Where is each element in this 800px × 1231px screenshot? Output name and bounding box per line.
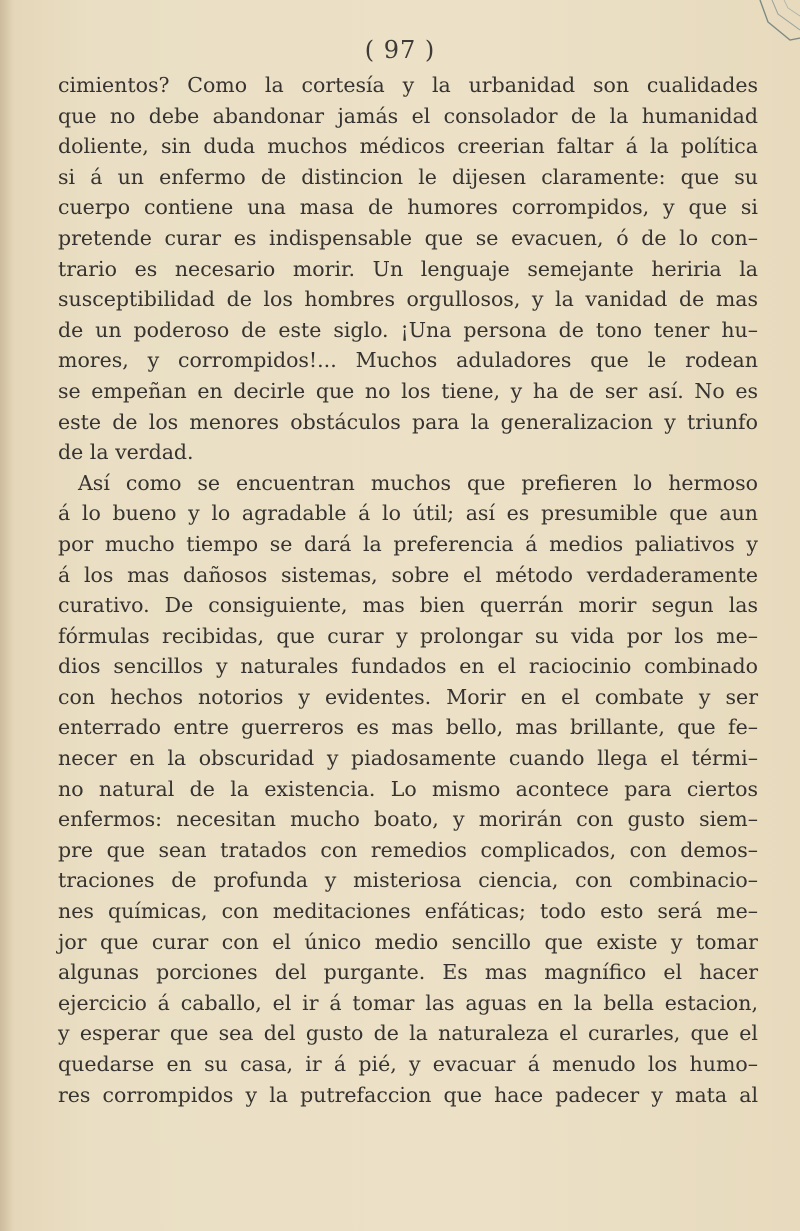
text-line: á lo bueno y lo agradable á lo útil; así es presumible que aun — [58, 501, 758, 526]
text-line: y esperar que sea del gusto de la naturaleza el curarles, que el — [58, 1021, 758, 1046]
text-line: no natural de la existencia. Lo mismo acontece para ciertos — [58, 776, 758, 801]
text-line: mores, y corrompidos!... Muchos aduladores que le rodean — [58, 348, 758, 373]
text-line: ejercicio á caballo, el ir á tomar las aguas en la bella estacion, — [58, 990, 758, 1015]
text-line: de la verdad. — [58, 440, 194, 465]
text-line: curativo. De consiguiente, mas bien querrán morir segun las — [58, 593, 758, 618]
text-line: que no debe abandonar jamás el consolador de la humanidad — [58, 103, 758, 128]
text-line: de un poderoso de este siglo. ¡Una persona de tono tener hu– — [58, 317, 758, 342]
paragraph — [58, 70, 758, 468]
text-line: cuerpo contiene una masa de humores corrompidos, y que si — [58, 195, 758, 220]
text-line: susceptibilidad de los hombres orgullosos, y la vanidad de mas — [58, 287, 758, 312]
text-line: fórmulas recibidas, que curar y prolongar su vida por los me– — [58, 623, 758, 648]
text-line: jor que curar con el único medio sencillo que existe y tomar — [58, 929, 758, 954]
text-line: enterrado entre guerreros es mas bello, mas brillante, que fe– — [58, 715, 758, 740]
text-line: pretende curar es indispensable que se evacuen, ó de lo con– — [58, 225, 758, 250]
text-line: quedarse en su casa, ir á pié, y evacuar á menudo los humo– — [58, 1052, 758, 1076]
text-line: pre que sean tratados con remedios complicados, con demos– — [58, 837, 758, 862]
text-line: por mucho tiempo se dará la preferencia á medios paliativos y — [58, 531, 758, 556]
text-line: con hechos notorios y evidentes. Morir en el combate y ser — [58, 684, 758, 709]
paragraph — [58, 468, 758, 1110]
text-line: si á un enfermo de distincion le dijesen claramente: que su — [58, 164, 758, 189]
text-line: trario es necesario morir. Un lenguaje semejante heriria la — [58, 256, 758, 281]
text-line: doliente, sin duda muchos médicos creerian faltar á la política — [58, 134, 758, 159]
text-line: traciones de profunda y misteriosa ciencia, con combinacio– — [58, 868, 758, 893]
text-line: Así como se encuentran muchos que prefieren lo hermoso — [78, 470, 758, 495]
text-line: nes químicas, con meditaciones enfáticas; todo esto será me– — [58, 899, 758, 924]
text-line: res corrompidos y la putrefaccion que hace padecer y mata al — [58, 1082, 758, 1107]
text-line: este de los menores obstáculos para la generalizacion y triunfo — [58, 409, 758, 434]
text-line: enfermos: necesitan mucho boato, y morirán con gusto siem– — [58, 807, 758, 832]
text-line: necer en la obscuridad y piadosamente cuando llega el térmi– — [58, 746, 758, 771]
text-line: cimientos? Como la cortesía y la urbanidad son cualidades — [58, 73, 758, 97]
text-line: dios sencillos y naturales fundados en el raciocinio combinado — [58, 654, 758, 679]
text-line: á los mas dañosos sistemas, sobre el método verdaderamente — [58, 562, 758, 587]
text-line: algunas porciones del purgante. Es mas magnífico el hacer — [58, 960, 758, 985]
text-line: se empeñan en decirle que no los tiene, y ha de ser así. No es — [58, 378, 758, 403]
page-edge-shadow — [0, 0, 14, 1231]
page-number: ( 97 ) — [364, 36, 436, 64]
body-text — [58, 70, 758, 1110]
